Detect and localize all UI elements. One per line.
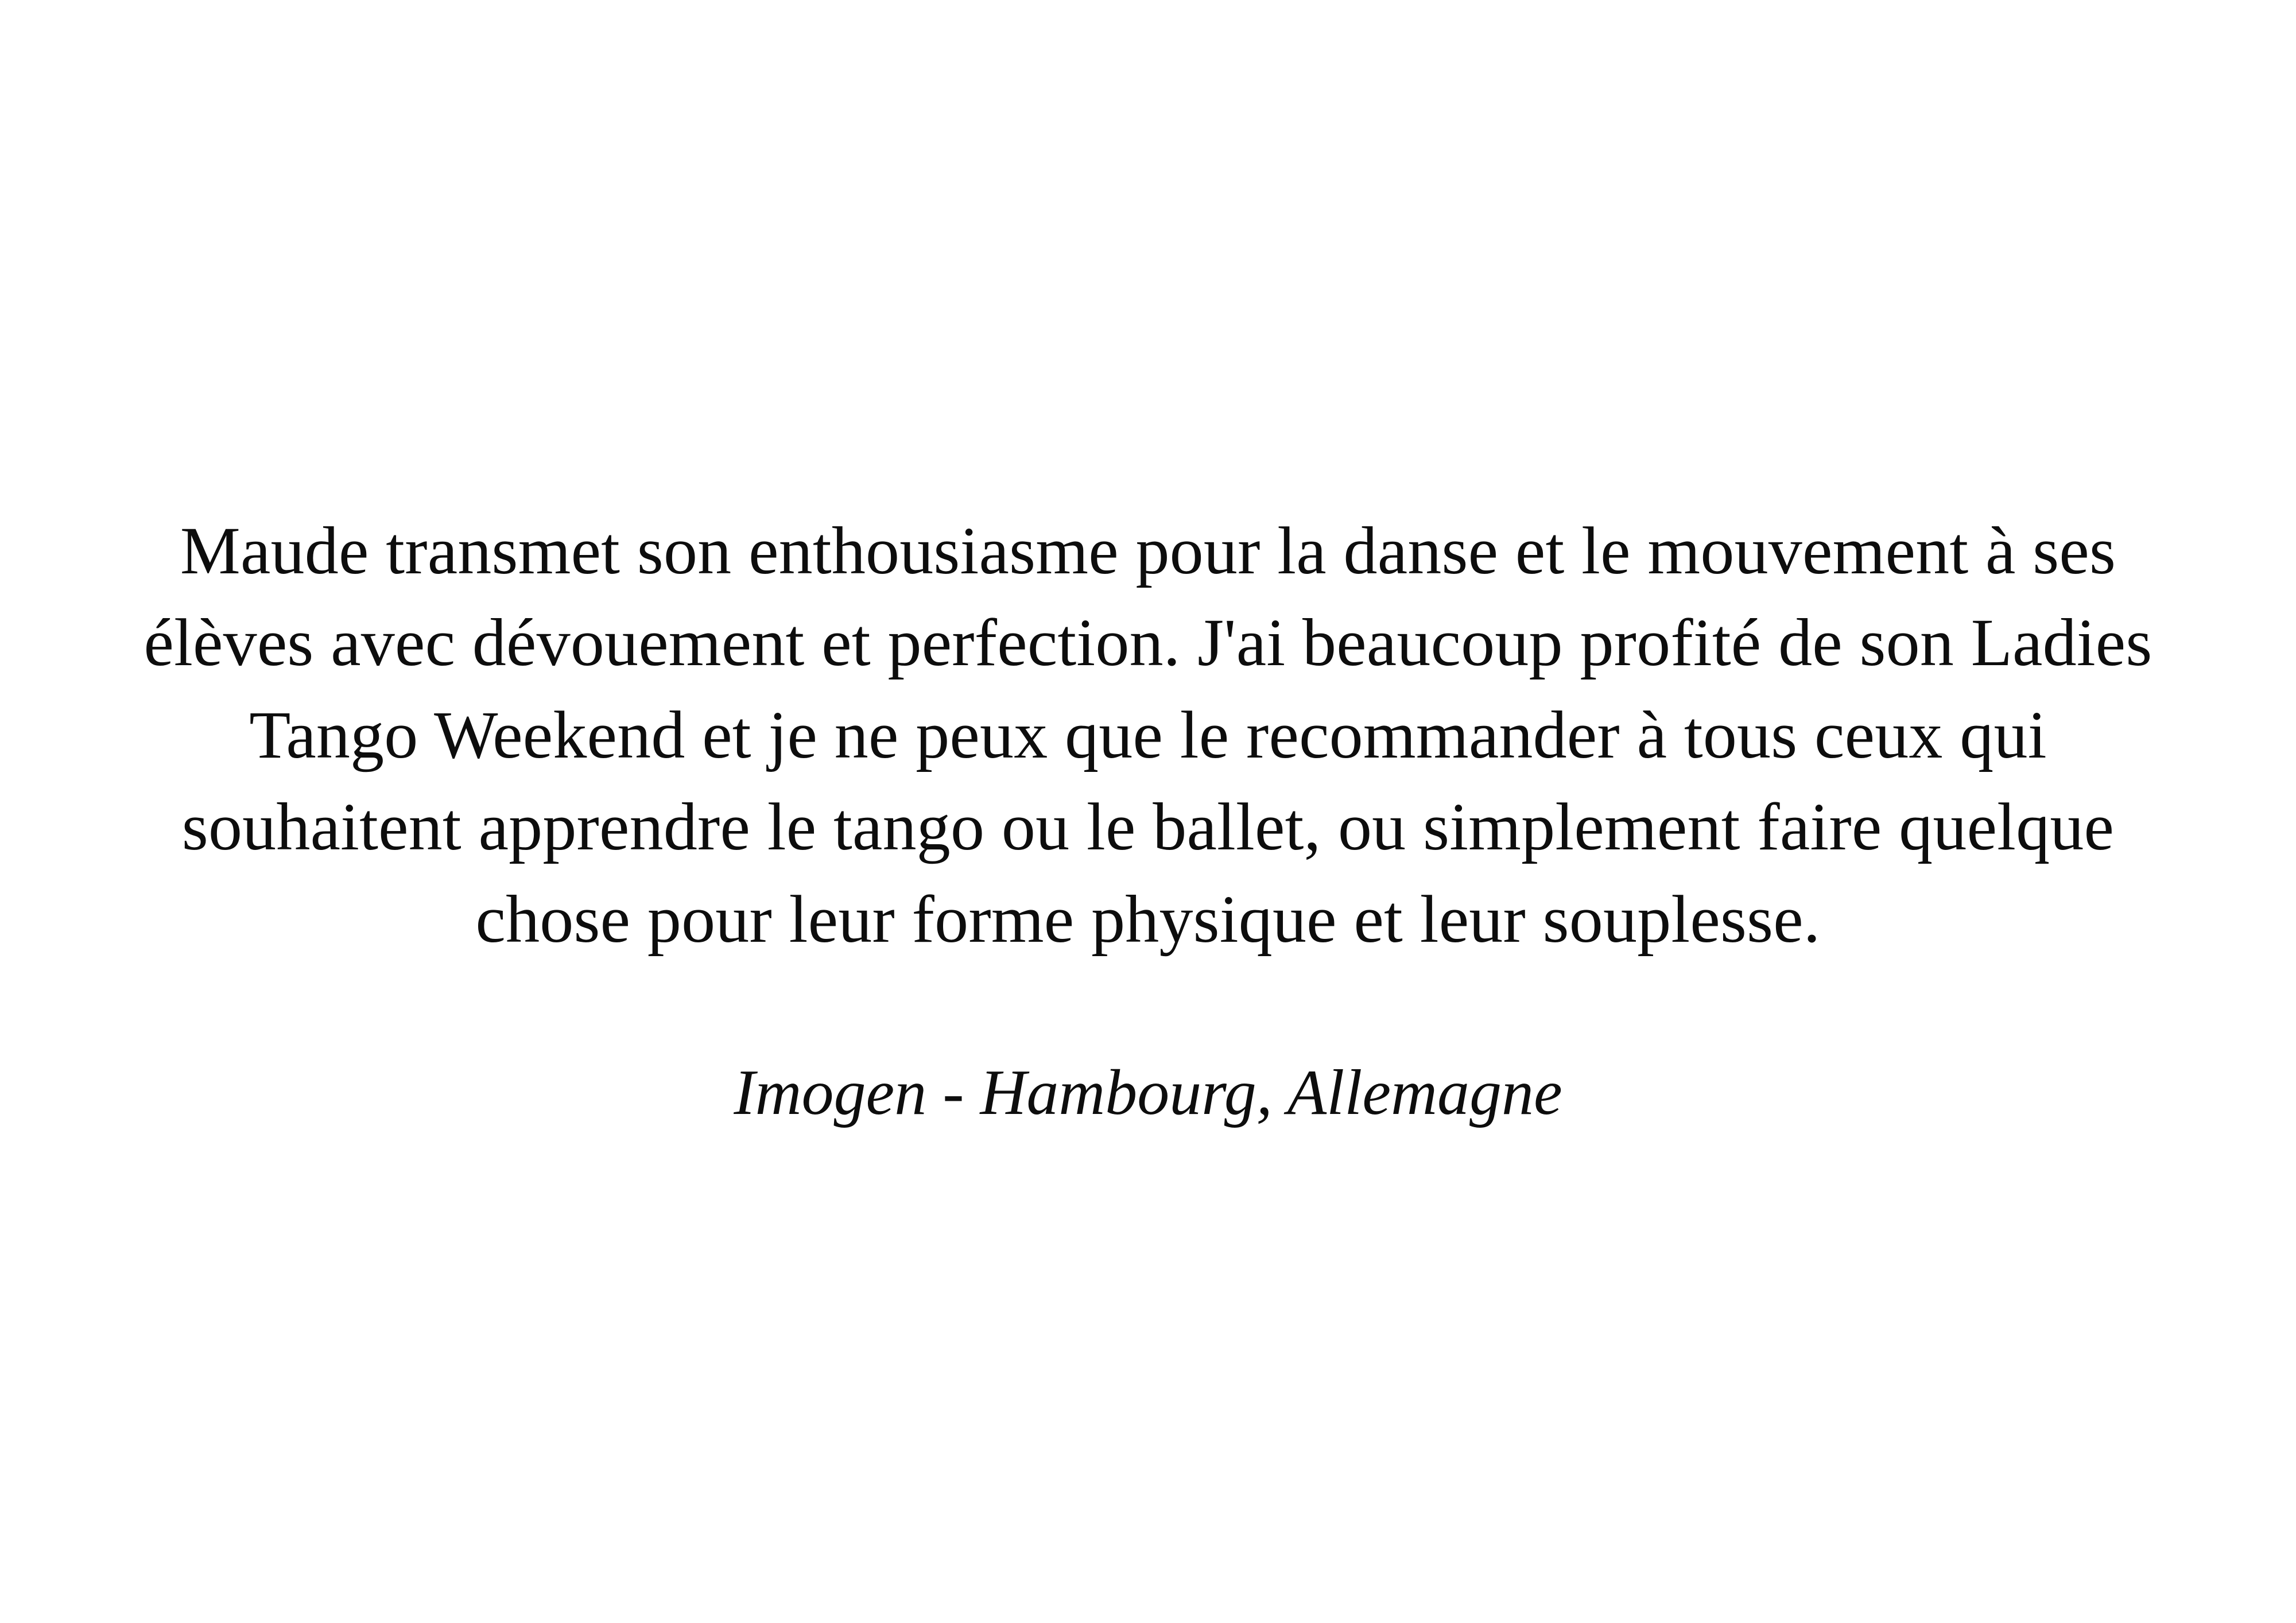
testimonial-quote: Maude transmet son enthousiasme pour la danse et le mouvement à ses élèves avec dévouement et perfection. J'ai beaucoup profité de son Ladies Tango Weekend et je ne peux que le recommander à tous ceux qui souhaitent apprendre le tango ou le ballet, ou simplement faire quelque chose pour leur forme physique et leur souplesse. bbox=[144, 513, 2152, 957]
testimonial-attribution: Imogen - Hambourg, Allemagne bbox=[734, 1057, 1562, 1129]
testimonial-block bbox=[144, 505, 2152, 1135]
